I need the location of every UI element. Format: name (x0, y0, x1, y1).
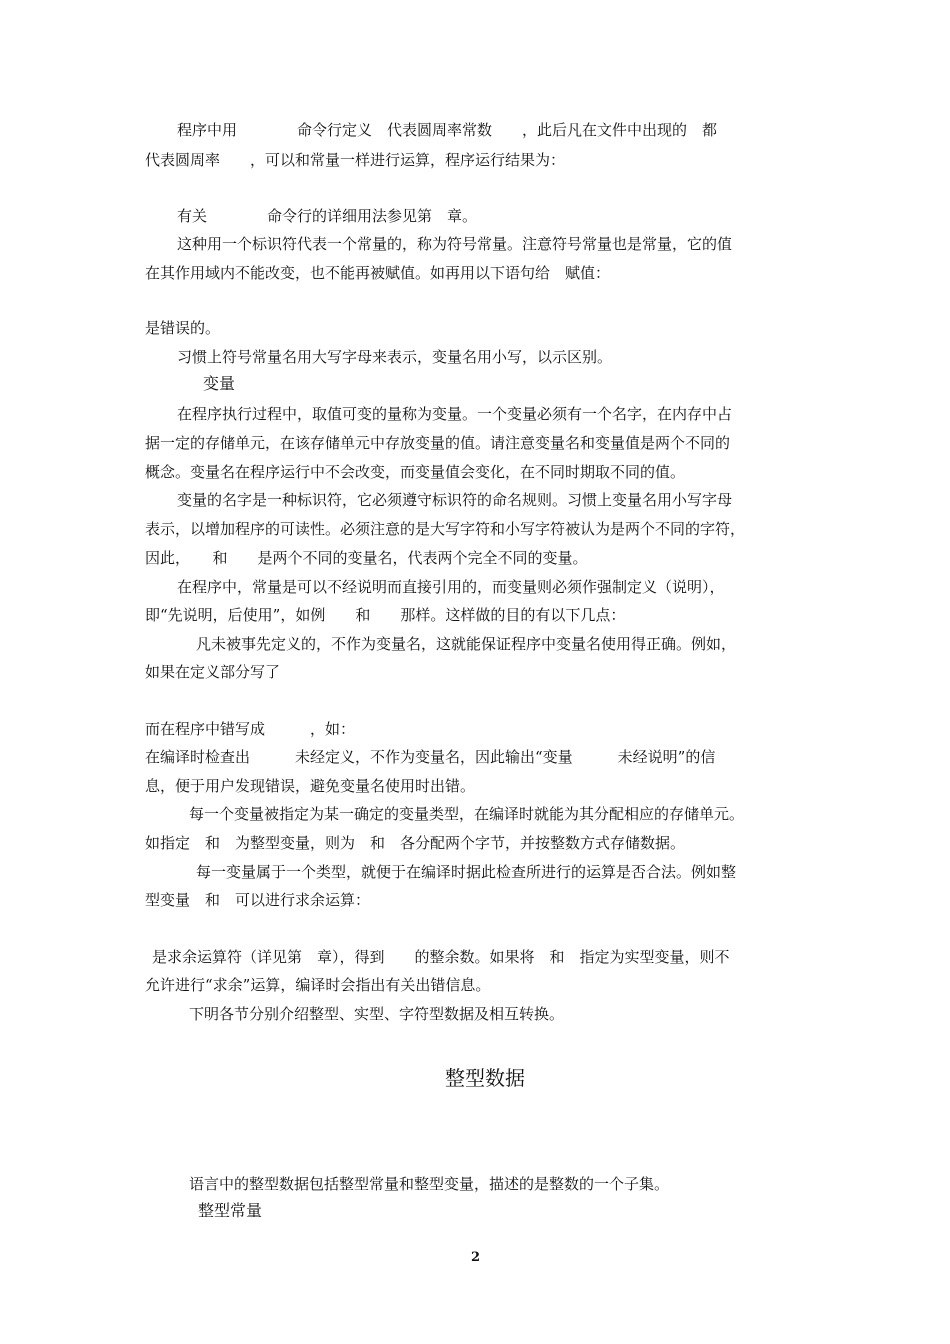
text-line: 语言中的整型数据包括整型常量和整型变量，描述的是整数的一个子集。 (189, 1175, 670, 1193)
section-heading: 变量 (203, 374, 236, 393)
text-line: 变量的名字是一种标识符，它必须遵守标识符的命名规则。习惯上变量名用小写字母 (177, 491, 733, 509)
text-line: 代表圆周率 ，可以和常量一样进行运算，程序运行结果为： (145, 151, 566, 169)
text-line: 据一定的存储单元，在该存储单元中存放变量的值。请注意变量名和变量值是两个不同的 (145, 434, 731, 452)
text-line: 是求余运算符（详见第 章），得到 的整余数。如果将 和 指定为实型变量，则不 (152, 948, 730, 966)
text-line: 每一变量属于一个类型，就便于在编译时据此检查所进行的运算是否合法。例如整 (196, 863, 737, 881)
text-line: 在其作用域内不能改变，也不能再被赋值。如再用以下语句给 赋值： (145, 264, 611, 282)
text-line: 在编译时检查出 未经定义，不作为变量名，因此输出“变量 未经说明”的信 (145, 748, 716, 766)
text-line: 如果在定义部分写了 (145, 663, 281, 681)
text-line: 型变量 和 可以进行求余运算： (145, 891, 371, 909)
chapter-heading: 整型数据 (445, 1066, 525, 1090)
text-line: 下明各节分别介绍整型、实型、字符型数据及相互转换。 (189, 1005, 565, 1023)
text-line: 习惯上符号常量名用大写字母来表示，变量名用小写，以示区别。 (177, 348, 613, 366)
text-line: 程序中用 命令行定义 代表圆周率常数 ，此后凡在文件中出现的 都 (177, 121, 718, 139)
text-line: 表示，以增加程序的可读性。必须注意的是大写字符和小写字符被认为是两个不同的字符， (145, 520, 746, 538)
text-line: 即“先说明，后使用”，如例 和 那样。这样做的目的有以下几点： (145, 606, 626, 624)
text-line: 概念。变量名在程序运行中不会改变，而变量值会变化，在不同时期取不同的值。 (145, 463, 686, 481)
text-line: 允许进行“求余”运算，编译时会指出有关出错信息。 (145, 976, 491, 994)
text-line: 在程序中，常量是可以不经说明而直接引用的，而变量则必须作强制定义（说明）， (177, 578, 725, 596)
text-line: 是错误的。 (145, 319, 221, 337)
page-number: 2 (471, 1250, 481, 1265)
text-line: 凡未被事先定义的，不作为变量名，这就能保证程序中变量名使用得正确。例如， (196, 635, 737, 653)
section-heading: 整型常量 (198, 1201, 263, 1220)
text-line: 有关 命令行的详细用法参见第 章。 (177, 207, 478, 225)
text-line: 每一个变量被指定为某一确定的变量类型，在编译时就能为其分配相应的存储单元。 (189, 805, 745, 823)
text-line: 因此， 和 是两个不同的变量名，代表两个完全不同的变量。 (145, 549, 588, 567)
text-line: 这种用一个标识符代表一个常量的，称为符号常量。注意符号常量也是常量，它的值 (177, 235, 733, 253)
text-line: 如指定 和 为整型变量，则为 和 各分配两个字节，并按整数方式存储数据。 (145, 834, 686, 852)
text-line: 息，便于用户发现错误，避免变量名使用时出错。 (145, 777, 476, 795)
text-line: 而在程序中错写成 ，如： (145, 720, 356, 738)
text-line: 在程序执行过程中，取值可变的量称为变量。一个变量必须有一个名字，在内存中占 (177, 405, 733, 423)
